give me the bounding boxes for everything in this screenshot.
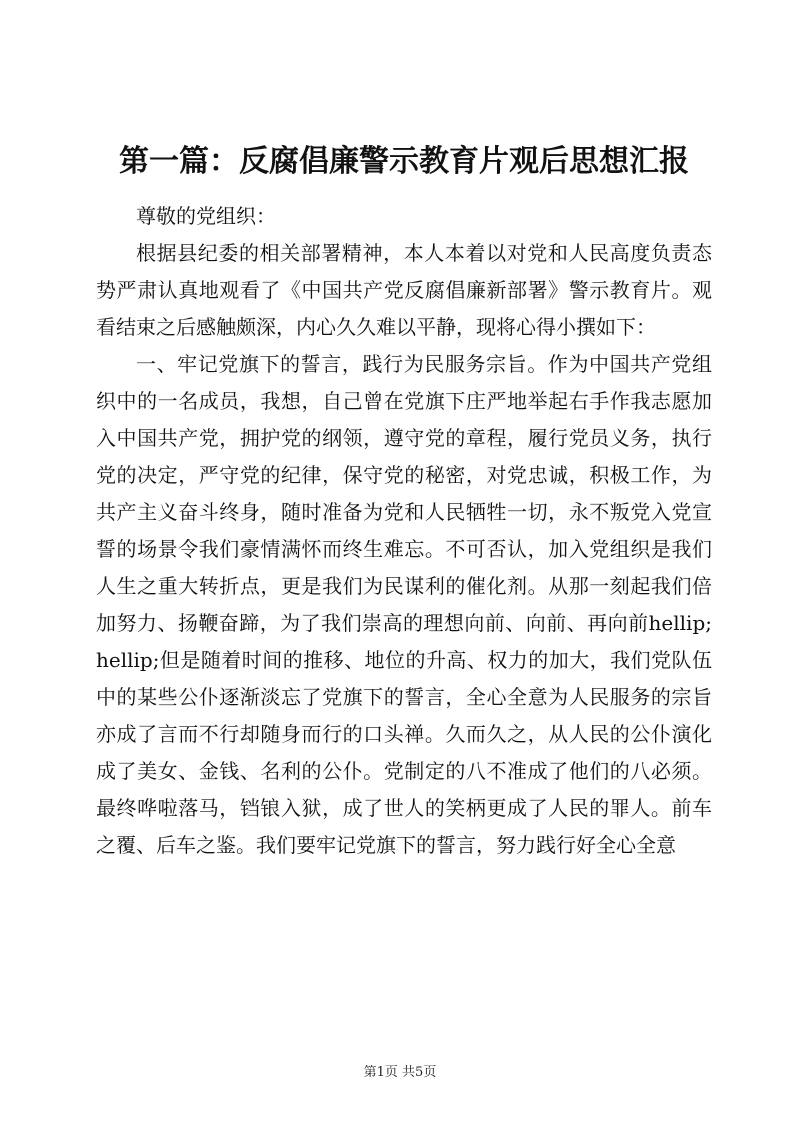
paragraph-intro: 根据县纪委的相关部署精神，本人本着以对党和人民高度负责态势严肃认真地观看了《中国共产党反腐倡廉新部署》警示教育片。观看结束之后感触颇深，内心久久难以平静，现将心得小撰如下： <box>96 241 712 339</box>
salutation: 尊敬的党组织： <box>136 204 276 228</box>
paragraph-section-one: 一、牢记党旗下的誓言，践行为民服务宗旨。作为中国共产党组织中的一名成员，我想，自己曾在党旗下庄严地举起右手作我志愿加入中国共产党，拥护党的纲领，遵守党的章程，履行党员义务，执行党的决定，严守党的纪律，保守党的秘密，对党忠诚，积极工作，为共产主义奋斗终身，随时准备为党和人民牺牲一切，永不叛党入党宣誓的场景令我们豪情满怀而终生难忘。不可否认，加入党组织是我们人生之重大转折点，更是我们为民谋利的催化剂。从那一刻起我们倍加努力、扬鞭奋蹄，为了我们崇高的理想向前、向前、再向前hellip;hellip;但是随着时间的推移、地位的升高、权力的加大，我们党队伍中的某些公仆逐渐淡忘了党旗下的誓言，全心全意为人民服务的宗旨亦成了言而不行却随身而行的口头禅。久而久之，从人民的公仆演化成了美女、金钱、名利的公仆。党制定的八不准成了他们的八必须。最终哗啦落马，铛锒入狱，成了世人的笑柄更成了人民的罪人。前车之覆、后车之鉴。我们要牢记党旗下的誓言，努力践行好全心全意 <box>96 352 712 857</box>
document-body <box>96 198 712 864</box>
page-footer: 第1页 共5页 <box>363 1065 437 1080</box>
document-title: 第一篇：反腐倡廉警示教育片观后思想汇报 <box>119 144 689 179</box>
